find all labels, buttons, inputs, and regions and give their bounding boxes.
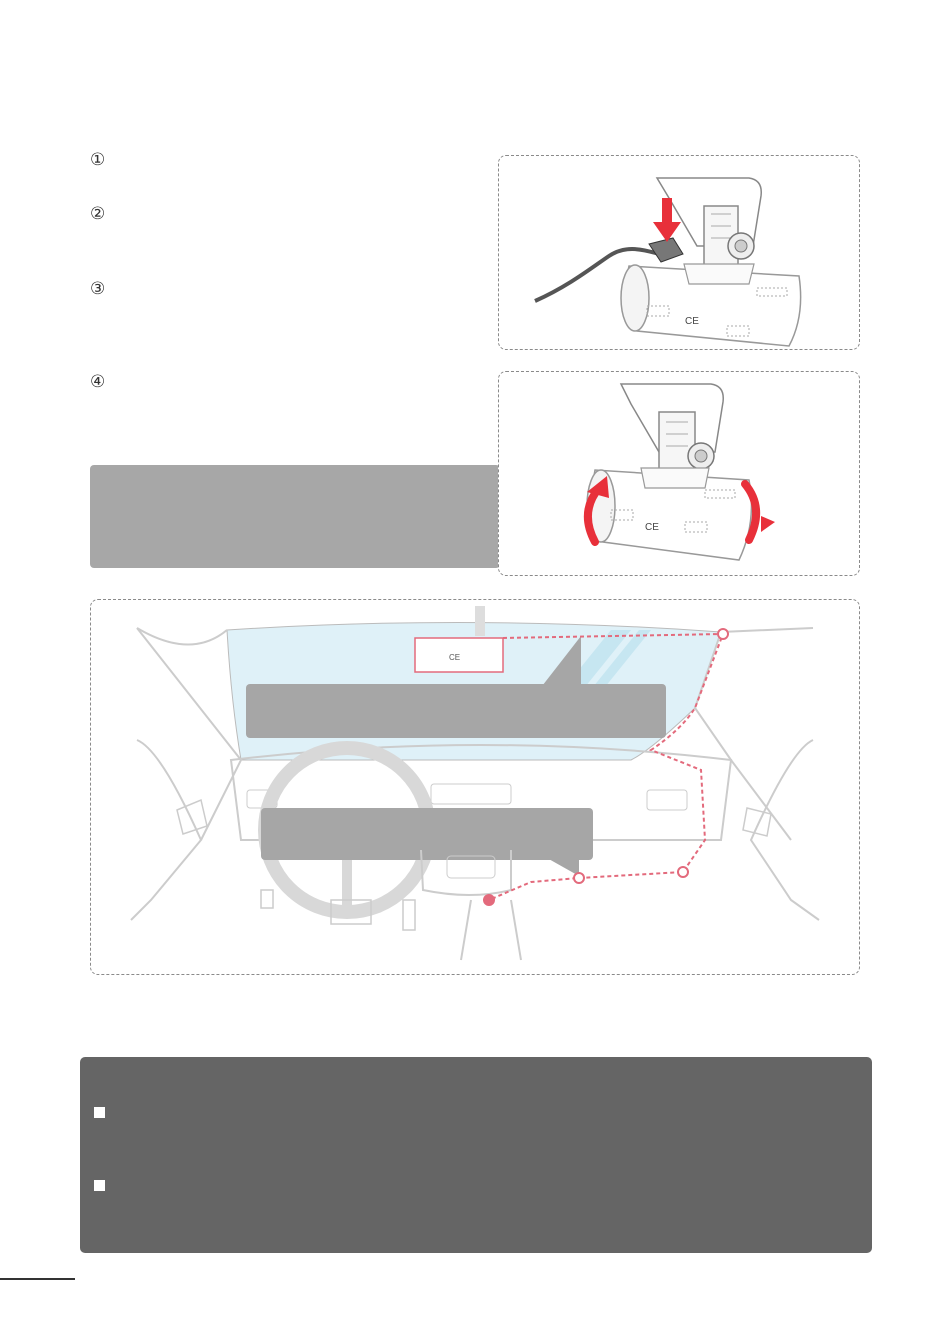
step-note-box: [90, 465, 500, 568]
rotate-camera-illustration: [498, 371, 860, 576]
cable-connect-illustration: [498, 155, 860, 350]
ce-mark-2: CE: [645, 522, 659, 533]
ce-mark: CE: [685, 316, 699, 327]
square-bullet-icon: [94, 1107, 105, 1118]
step-4-marker: ④: [90, 372, 106, 392]
step-2-marker: ②: [90, 204, 106, 224]
callout-bottom-pointer: [547, 858, 579, 876]
notice-box: [80, 1057, 872, 1253]
footer-rule: [0, 1278, 75, 1280]
square-bullet-icon: [94, 1180, 105, 1191]
cable-plug: [649, 238, 683, 262]
callout-bottom: [261, 808, 593, 860]
car-interior-illustration: [90, 599, 860, 975]
ce-mark-3: CE: [449, 653, 461, 662]
step-1-marker: ①: [90, 150, 106, 170]
step-3-marker: ③: [90, 279, 106, 299]
callout-top: [246, 684, 666, 738]
power-socket-marker: [483, 894, 495, 906]
